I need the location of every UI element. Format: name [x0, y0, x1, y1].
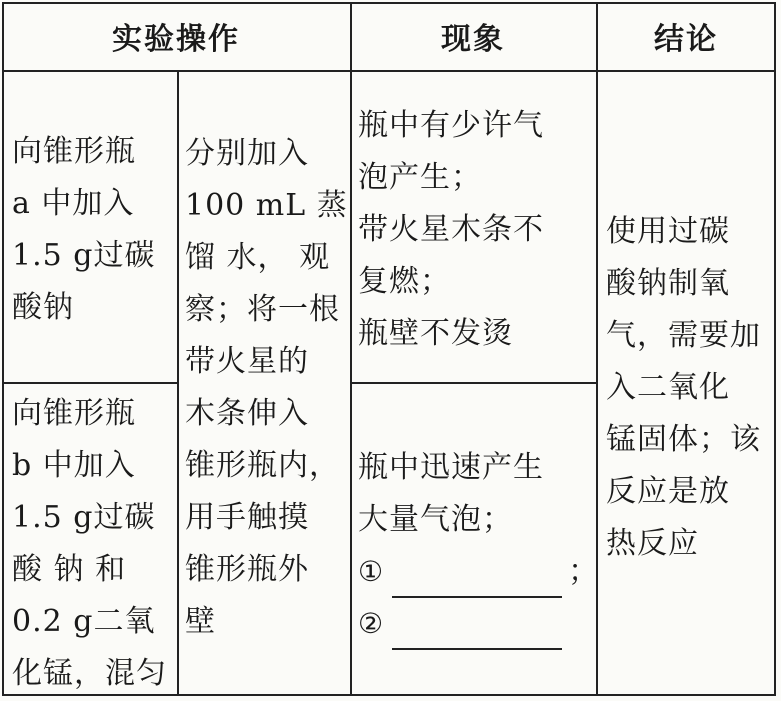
text-line: 化锰，混匀: [12, 656, 167, 691]
text-line: 泡产生；: [358, 160, 482, 195]
text-line: 锥形瓶外: [185, 552, 309, 587]
answer-blank-1: [358, 546, 600, 598]
row-a-divider-phenomenon: [350, 382, 596, 384]
text-line: 壁: [185, 604, 216, 639]
experiment-table: [2, 2, 776, 696]
header-divider: [2, 70, 776, 72]
text-line: 察；将一根: [185, 292, 340, 327]
fill-in-blank[interactable]: [392, 558, 562, 598]
col-divider-3: [596, 2, 598, 696]
text-line: 复燃；: [358, 264, 451, 299]
text-line: 酸钠: [12, 290, 74, 325]
row-a-phenomenon: [358, 100, 592, 360]
text-line: 锰固体；该: [606, 422, 761, 457]
text-line: 100 mL 蒸: [185, 188, 348, 223]
text-line: a 中加入: [12, 186, 135, 221]
text-line: 馏 水， 观: [185, 240, 331, 275]
text-line: 使用过碳: [606, 214, 730, 249]
text-line: 向锥形瓶: [12, 134, 136, 169]
text-line: 瓶中有少许气: [358, 108, 544, 143]
text-line: 瓶壁不发烫: [358, 316, 513, 351]
row-b-operation: [12, 388, 172, 700]
blank-marker: ①: [358, 555, 385, 588]
text-line: 热反应: [606, 526, 699, 561]
blank-marker: ②: [358, 607, 385, 640]
text-line: 0.2 g二氧: [12, 604, 156, 639]
conclusion: [606, 206, 772, 570]
col-divider-1: [177, 70, 179, 696]
text-line: 带火星木条不: [358, 212, 544, 247]
header-phenomenon: 现象: [441, 22, 505, 57]
text-line: 入二氧化: [606, 370, 730, 405]
col-divider-2: [350, 2, 352, 696]
text-line: 反应是放: [606, 474, 730, 509]
text-line: 木条伸入: [185, 396, 309, 431]
text-line: 锥形瓶内，: [185, 448, 340, 483]
text-line: 向锥形瓶: [12, 396, 136, 431]
row-b-phenomenon: [358, 442, 600, 650]
header-operation: 实验操作: [112, 22, 240, 57]
text-line: 瓶中迅速产生: [358, 450, 544, 485]
text-line: 1.5 g过碳: [12, 238, 156, 273]
blank-suffix: ；: [568, 554, 600, 589]
answer-blank-2: [358, 598, 592, 650]
shared-operation: [185, 128, 348, 648]
text-line: 气，需要加: [606, 318, 761, 353]
text-line: 酸钠制氧: [606, 266, 730, 301]
text-line: 酸 钠 和: [12, 552, 127, 587]
text-line: 分别加入: [185, 136, 309, 171]
text-line: 用手触摸: [185, 500, 309, 535]
header-conclusion: 结论: [654, 22, 718, 57]
text-line: 大量气泡；: [358, 502, 513, 537]
text-line: 带火星的: [185, 344, 309, 379]
text-line: 1.5 g过碳: [12, 500, 156, 535]
fill-in-blank[interactable]: [392, 610, 562, 650]
text-line: b 中加入: [12, 448, 136, 483]
row-a-divider-operation: [2, 382, 177, 384]
row-a-operation: [12, 126, 172, 334]
